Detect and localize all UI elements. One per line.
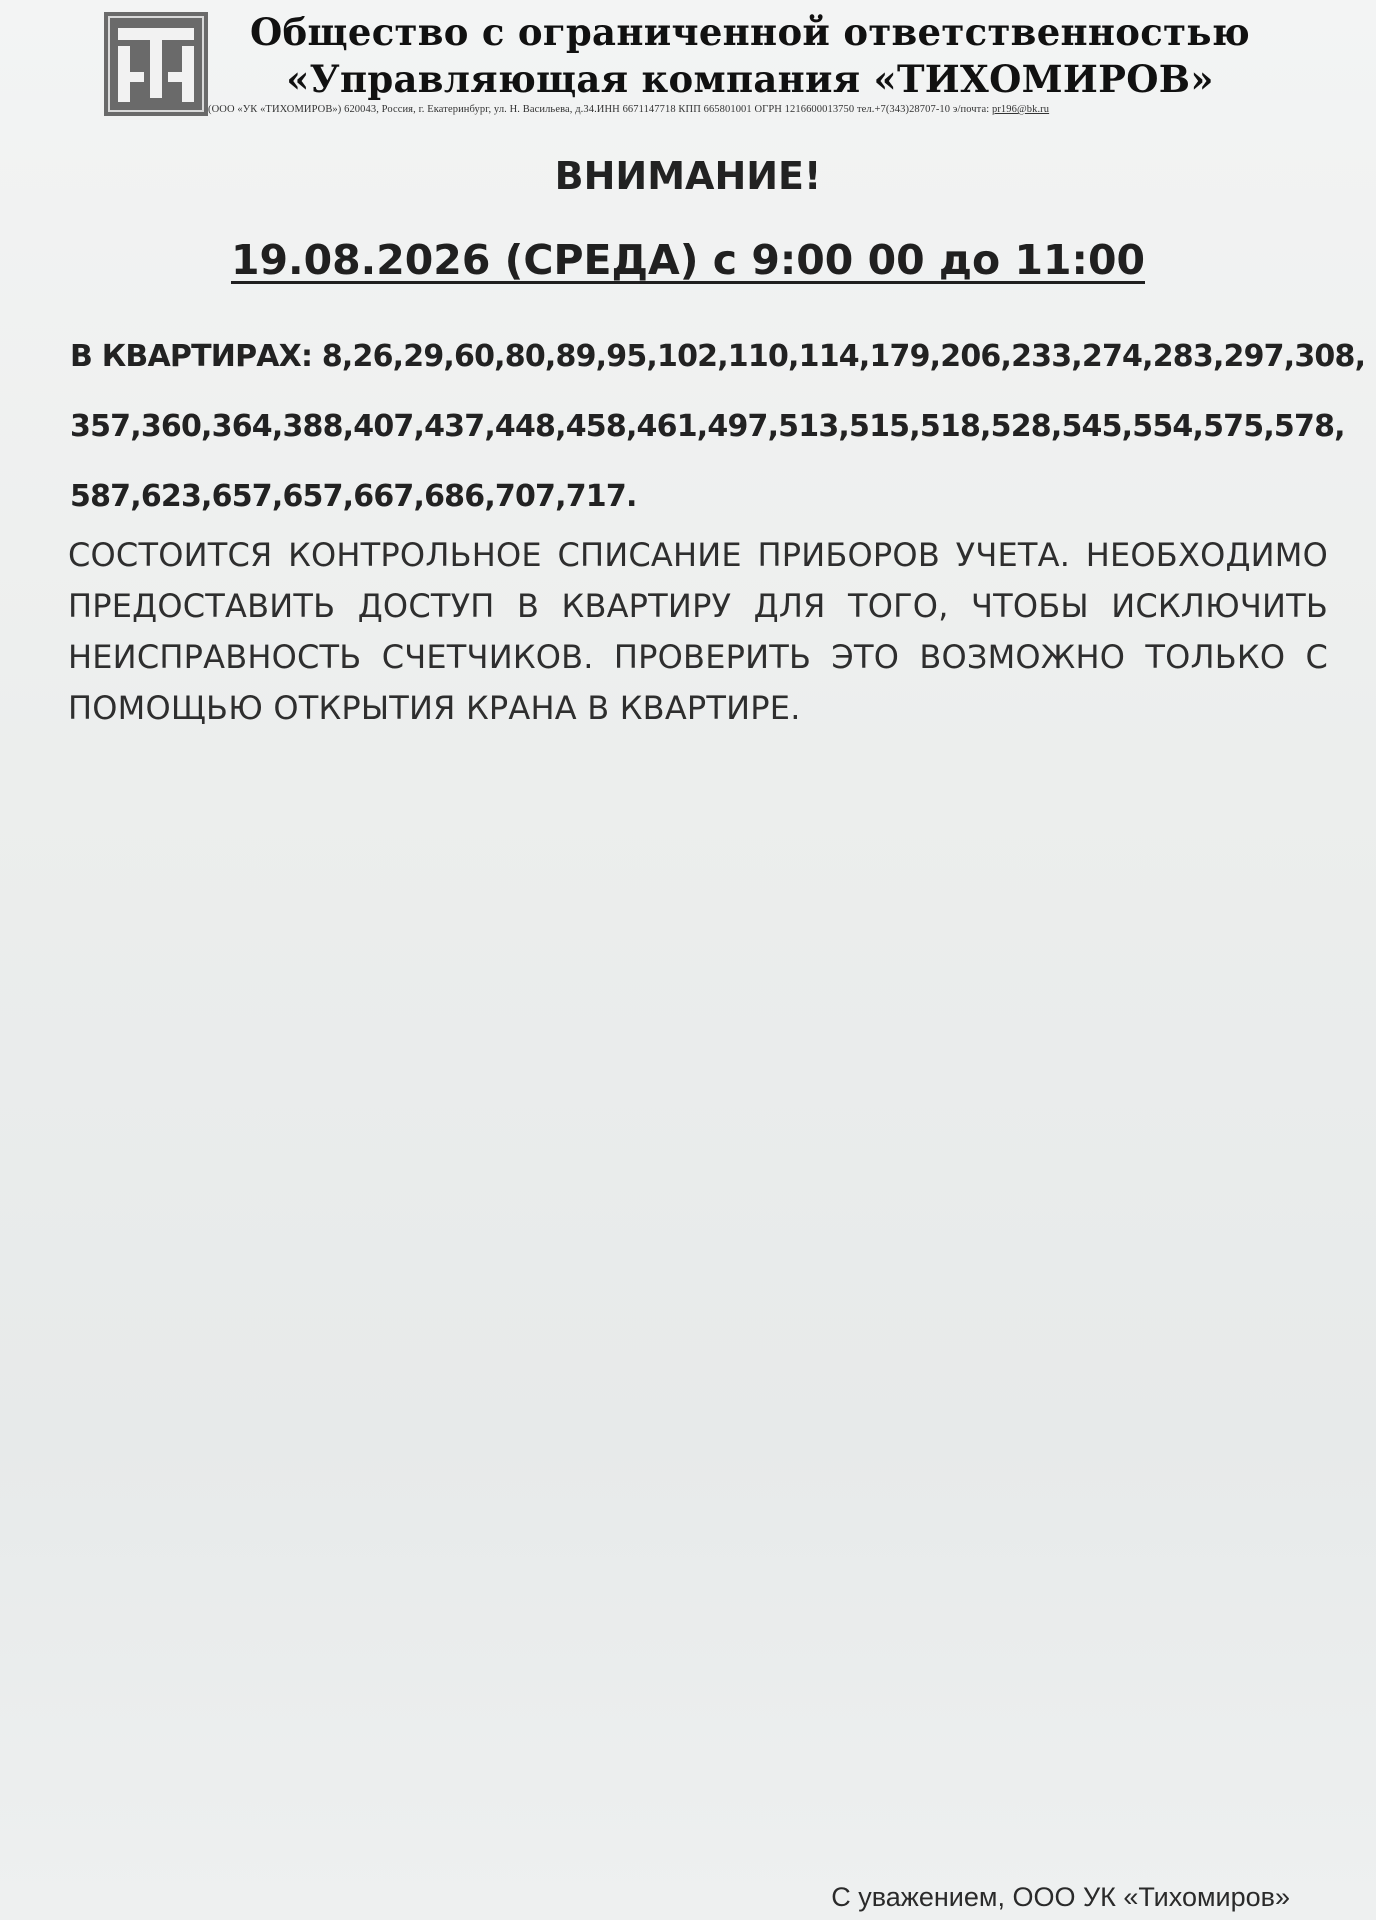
notice-date-time: 19.08.2026 (СРЕДА) с 9:00 00 до 11:00 — [230, 236, 1145, 284]
company-logo-icon — [104, 12, 208, 116]
org-name-line2: «Управляющая компания «ТИХОМИРОВ» — [286, 57, 1214, 101]
org-requisites — [208, 104, 1248, 115]
notice-title: ВНИМАНИЕ! — [554, 154, 822, 198]
apartment-list-row: 357,360,364,388,407,437,448,458,461,497,513,515,518,528,545,554,575,578, — [70, 409, 1345, 444]
requisites-text: (ООО «УК «ТИХОМИРОВ») 620043, Россия, г. Екатеринбург, ул. Н. Васильева, д.34.ИНН 6671147718 КПП 665801001 ОГРН 1216600013750 тел.+7(343)28707-10 э/почта: — [208, 104, 992, 115]
org-name-line1: Общество с ограниченной ответственностью — [250, 10, 1250, 54]
apartment-list-row: 587,623,657,657,667,686,707,717. — [70, 479, 637, 514]
email-link[interactable]: pr196@bk.ru — [991, 104, 1050, 115]
notice-body: СОСТОИТСЯ КОНТРОЛЬНОЕ СПИСАНИЕ ПРИБОРОВ УЧЕТА. НЕОБХОДИМО ПРЕДОСТАВИТЬ ДОСТУП В КВАРТИРУ ДЛЯ ТОГО, ЧТОБЫ ИСКЛЮЧИТЬ НЕИСПРАВНОСТЬ СЧЕТЧИКОВ. ПРОВЕРИТЬ ЭТО ВОЗМОЖНО ТОЛЬКО С ПОМОЩЬЮ ОТКРЫТИЯ КРАНА В КВАРТИРЕ. — [68, 536, 1328, 727]
apartment-list-row: В КВАРТИРАХ: 8,26,29,60,80,89,95,102,110,114,179,206,233,274,283,297,308, — [70, 339, 1366, 374]
signature: С уважением, ООО УК «Тихомиров» — [831, 1882, 1290, 1912]
apartment-list — [70, 322, 1366, 532]
